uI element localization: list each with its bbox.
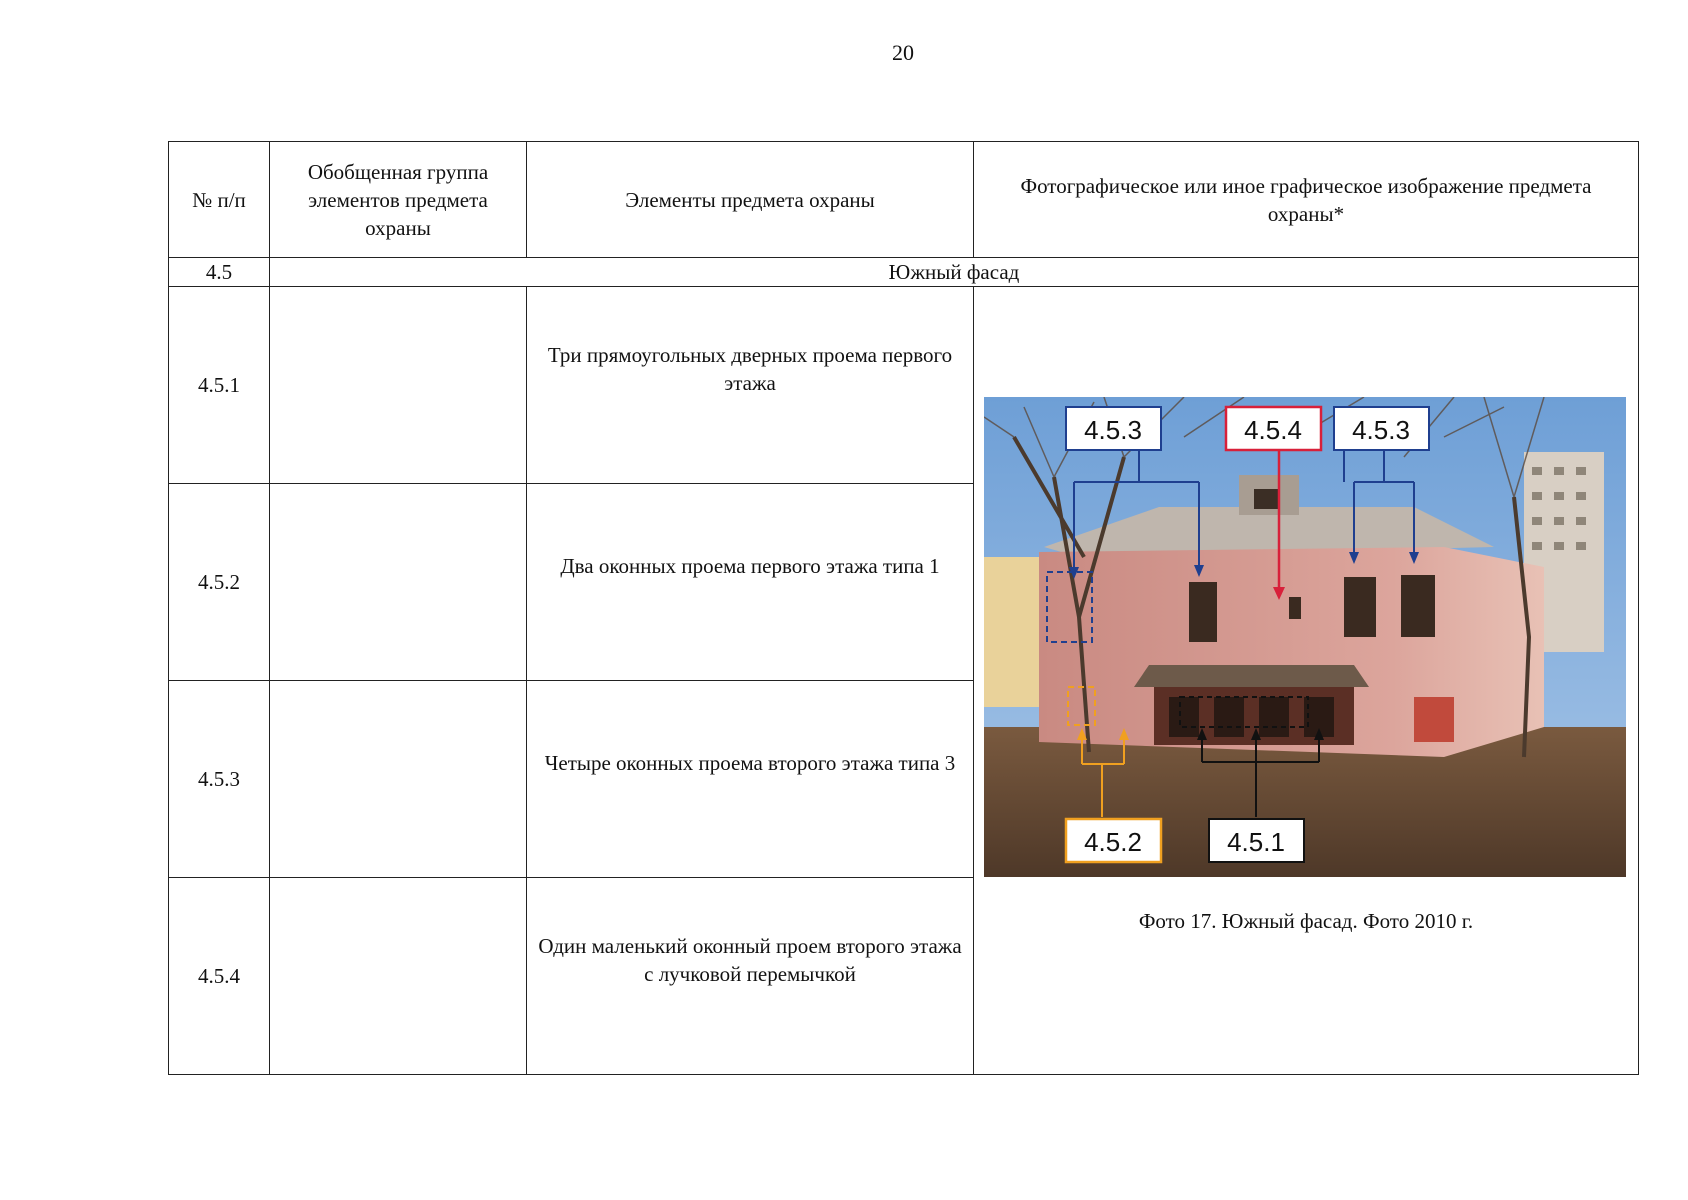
row-element-text: Три прямоугольных дверных проема первого этажа	[547, 343, 953, 395]
photo-porch-roof	[1134, 665, 1369, 687]
label-top-mid: 4.5.4	[1244, 415, 1302, 445]
section-row	[169, 258, 1639, 287]
header-group: Обобщенная группа элементов предмета охраны	[270, 142, 527, 258]
header-row	[169, 142, 1639, 258]
section-num: 4.5	[169, 258, 270, 287]
row-num: 4.5.1	[169, 287, 270, 484]
row-num: 4.5.4	[169, 878, 270, 1075]
row-element-text: Два оконных проема первого этажа типа 1	[560, 554, 940, 578]
row-element-text: Четыре оконных проема второго этажа типа 3	[544, 751, 956, 775]
facade-photo	[984, 397, 1626, 877]
row-element-text: Один маленький оконный проем второго этажа с лучковой перемычкой	[538, 934, 962, 986]
row-element	[527, 287, 974, 484]
row-group	[270, 878, 527, 1075]
label-top-right: 4.5.3	[1352, 415, 1410, 445]
header-image: Фотографическое или иное графическое изображение предмета охраны*	[974, 142, 1639, 258]
label-top-left: 4.5.3	[1084, 415, 1142, 445]
photo-caption: Фото 17. Южный фасад. Фото 2010 г.	[1138, 909, 1474, 933]
table-row	[169, 287, 1639, 484]
protection-table	[168, 141, 1639, 1075]
row-group	[270, 484, 527, 681]
label-bottom-right: 4.5.1	[1227, 827, 1285, 857]
page-number: 20	[892, 40, 914, 65]
row-group	[270, 287, 527, 484]
header-num: № п/п	[169, 142, 270, 258]
section-title: Южный фасад	[270, 258, 1639, 287]
row-element	[527, 681, 974, 878]
photo-cell	[974, 287, 1639, 1075]
label-bottom-left: 4.5.2	[1084, 827, 1142, 857]
row-num: 4.5.2	[169, 484, 270, 681]
row-element	[527, 878, 974, 1075]
photo-neighbour	[984, 557, 1039, 707]
row-element	[527, 484, 974, 681]
header-elements: Элементы предмета охраны	[527, 142, 974, 258]
row-group	[270, 681, 527, 878]
row-num: 4.5.3	[169, 681, 270, 878]
